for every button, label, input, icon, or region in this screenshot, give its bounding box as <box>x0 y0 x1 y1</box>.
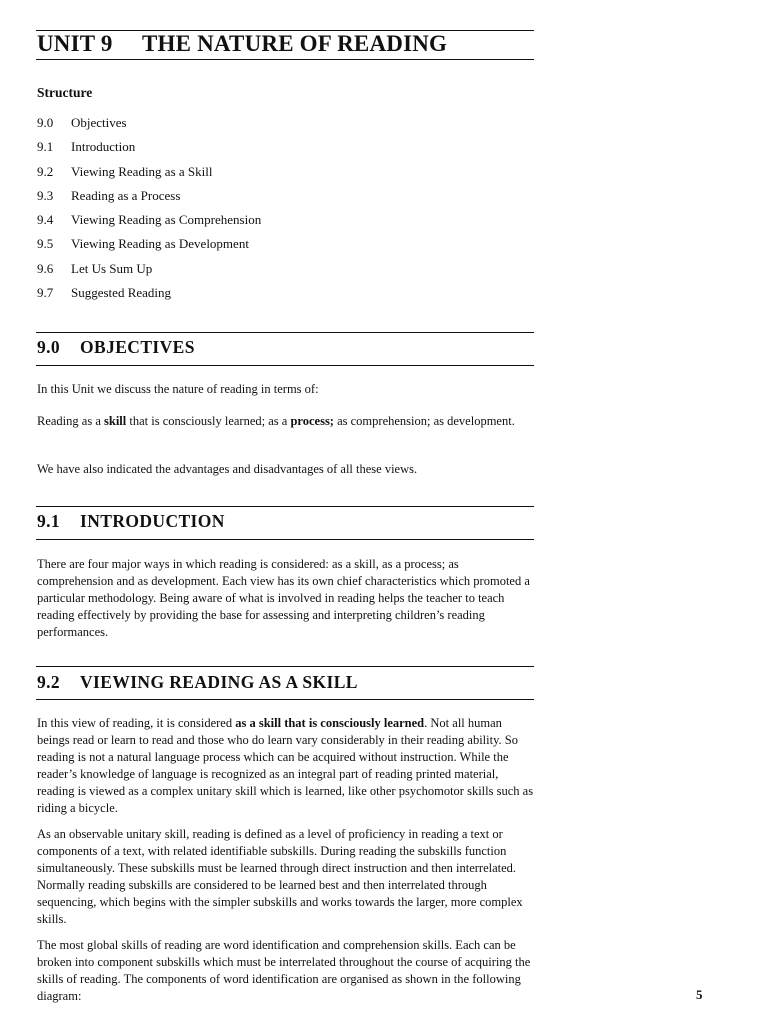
structure-item <box>37 139 261 163</box>
objectives-paragraph-2: Reading as a skill that is consciously learned; as a process; as comprehension; as development. <box>37 414 515 428</box>
structure-item-label: Let Us Sum Up <box>71 260 153 276</box>
structure-item-label: Viewing Reading as Development <box>71 236 249 252</box>
structure-item-number: 9.2 <box>37 163 54 179</box>
section-rule-bottom <box>36 699 534 700</box>
section-rule-top <box>36 666 534 667</box>
structure-item-number: 9.5 <box>37 236 54 252</box>
structure-list <box>37 115 261 309</box>
unit-title-rule <box>36 59 534 60</box>
structure-item-label: Reading as a Process <box>71 187 181 203</box>
section-number: 9.1 <box>37 511 61 531</box>
objectives-paragraph-3: We have also indicated the advantages and disadvantages of all these views. <box>37 462 418 476</box>
structure-item-label: Suggested Reading <box>71 285 172 301</box>
structure-item <box>37 236 261 260</box>
section-rule-bottom <box>36 539 534 540</box>
section-heading-skill <box>37 672 358 693</box>
bold-phrase: as a skill that is consciously learned <box>235 716 425 730</box>
structure-item-number: 9.0 <box>37 115 54 130</box>
skill-paragraph-1: In this view of reading, it is considered as a skill that is consciously learned. Not all human beings read or learn to read and those who do learn vary considerably in their reading ability. So reading is not a natural language process which can be acquired without instruction. While the reader’s knowledge of language is recognized as an integral part of reading printed material, reading is viewed as a complex unitary skill which is learned, like other psychomotor skills such as riding a bicycle. <box>37 716 534 815</box>
structure-item-number: 9.1 <box>37 139 54 155</box>
structure-item-number: 9.6 <box>37 260 54 276</box>
page-number: 5 <box>696 987 703 1002</box>
section-heading-objectives <box>37 337 195 358</box>
section-title: OBJECTIVES <box>80 337 195 357</box>
structure-item-number: 9.7 <box>37 285 54 301</box>
introduction-paragraph: There are four major ways in which reading is considered: as a skill, as a process; as comprehension and as development. Each view has its own chief characteristics which promoted a particular methodology. Being aware of what is involved in reading helps the teacher to teach reading effectively by providing the base for assessing and interpreting children’s reading performances. <box>37 557 530 639</box>
section-title: INTRODUCTION <box>80 511 225 531</box>
structure-item-number: 9.3 <box>37 187 54 203</box>
structure-item-label: Introduction <box>71 139 136 155</box>
skill-paragraph-3: The most global skills of reading are word identification and comprehension skills. Each can be broken into component subskills which must be interrelated throughout the course of acquiring the skills of reading. The components of word identification are organised as shown in the following diagram: <box>37 938 531 1003</box>
structure-heading: Structure <box>37 85 93 100</box>
structure-item-label: Viewing Reading as Comprehension <box>71 212 262 228</box>
structure-item <box>37 212 261 236</box>
section-number: 9.0 <box>37 337 61 357</box>
section-rule-top <box>36 506 534 507</box>
structure-item-number: 9.4 <box>37 212 54 228</box>
section-number: 9.2 <box>37 672 61 692</box>
section-rule-top <box>36 332 534 333</box>
section-rule-bottom <box>36 365 534 366</box>
structure-item <box>37 164 261 188</box>
structure-item-label: Viewing Reading as a Skill <box>71 163 213 179</box>
skill-paragraph-2: As an observable unitary skill, reading is defined as a level of proficiency in reading a text or components of a text, with related identifiable subskills. During reading the subskills function simultaneously. These subskills must be learned through direct instruction and then interrelated. Normally reading subskills are considered to be learned best and then interrelated through sequencing, which begins with the simpler subskills and works towards the larger, more complex skills. <box>37 827 523 926</box>
structure-item <box>37 188 261 212</box>
unit-title <box>37 31 447 57</box>
section-title: VIEWING READING AS A SKILL <box>80 672 358 692</box>
section-heading-introduction <box>37 511 225 532</box>
bold-term-skill: skill <box>104 414 127 428</box>
unit-name: THE NATURE OF READING <box>142 31 448 56</box>
structure-item-label: Objectives <box>71 115 127 130</box>
bold-term-process: process; <box>290 414 334 428</box>
unit-number: UNIT 9 <box>37 31 113 56</box>
structure-item <box>37 261 261 285</box>
structure-item <box>37 285 261 309</box>
objectives-paragraph-1: In this Unit we discuss the nature of reading in terms of: <box>37 382 319 396</box>
structure-item <box>37 115 261 139</box>
